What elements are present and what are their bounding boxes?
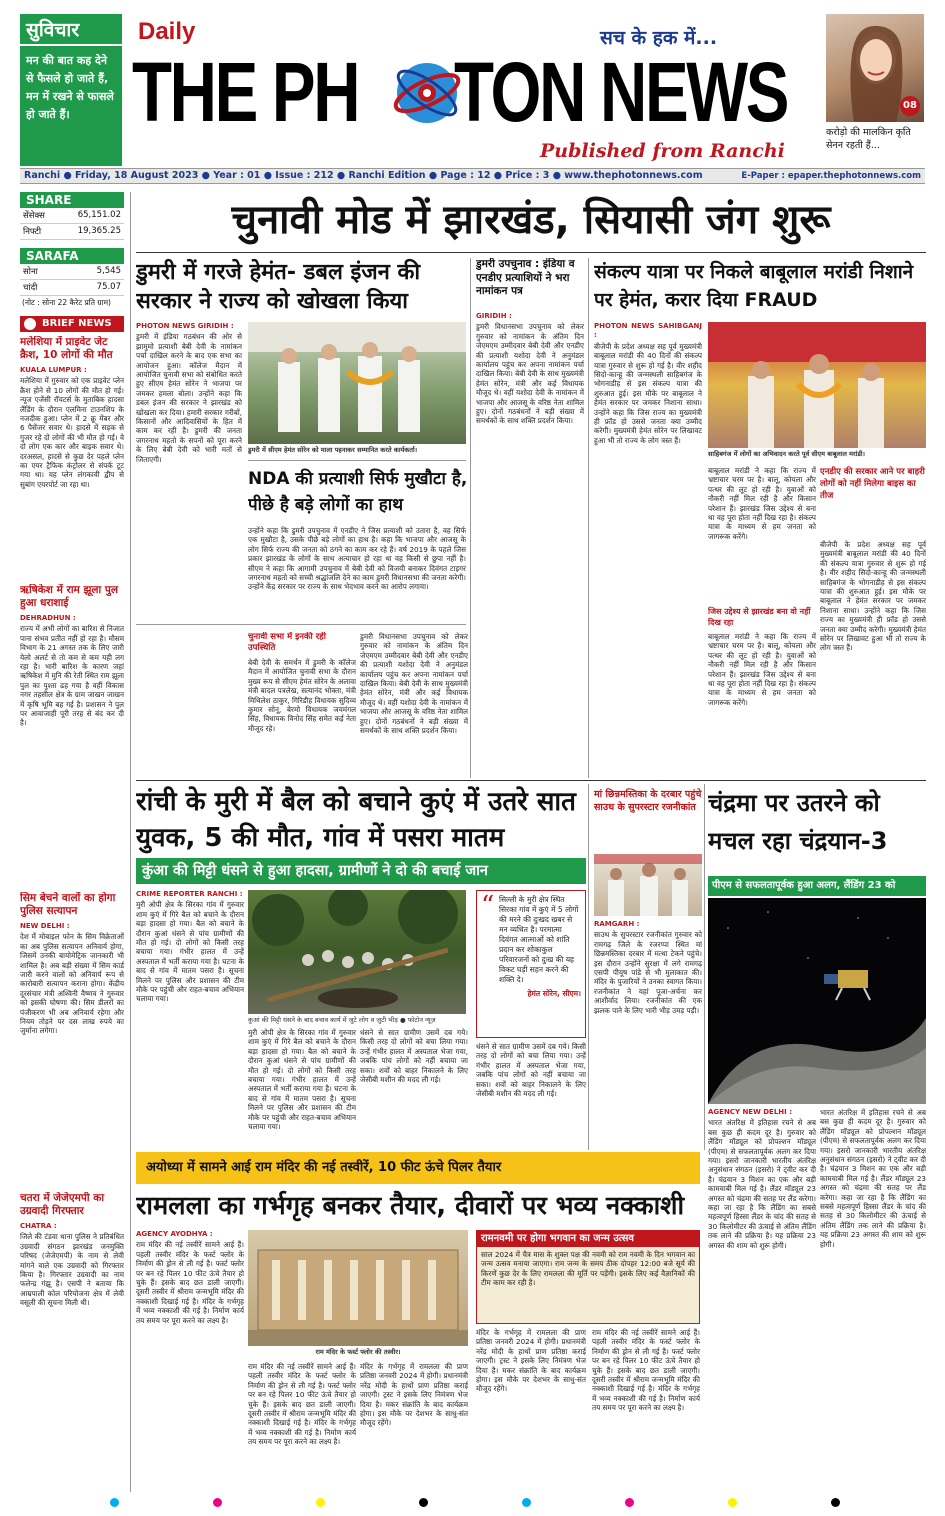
banner-rule	[136, 252, 926, 253]
brief-headline: मलेशिया में प्राइवेट जेट क्रैश, 10 लोगों की मौत	[20, 336, 113, 361]
ayodhya-box-body: साल 2024 में चैत्र मास के शुक्ल पक्ष की नवमी को राम नवमी के दिन भगवान का जन्म उत्सव मनाया जाएगा। राम जन्म के समय ठीक दोपहर 12:00 बजे सूर्य की किरणें कुछ देर के लिए रामलला की मूर्ति पर पड़ेंगी। इसके लिए कई वैज्ञानिकों की टीम काम कर रही है।	[481, 1250, 695, 1288]
story4-body-cont: बाबूलाल मरांडी ने कहा कि राज्य में भ्रष्टाचार चरम पर है। बालू, कोयला और पत्थर की लूट हो रही है। युवाओं को नौकरी नहीं मिल रही है और किसान परेशान हैं। झारखंड जिस उद्देश्य से बना था वह पूरा होता नहीं दिख रहा है। संकल्प यात्रा के माध्यम से हम जनता को जागरूक करेंगे।	[708, 466, 816, 541]
share-title: SHARE	[20, 192, 124, 208]
well-rescue-photo-icon	[248, 890, 466, 1014]
story3-rule	[136, 624, 466, 625]
section-rule	[136, 780, 926, 781]
muri-caption: कुआं की मिट्टी धंसने के बाद बचाव कार्य में जुटे लोग व जुटी भीड़ ● फोटोन न्यूज़	[248, 1016, 436, 1024]
share-row: सेंसेक्स 65,151.02	[20, 208, 124, 224]
sarafa-row: सोना 5,545	[20, 264, 124, 280]
ayodhya-body5: राम मंदिर की नई तस्वीरें सामने आई हैं। पहली तस्वीर मंदिर के फर्स्ट फ्लोर के निर्माण की ड्रोन से ली गई है। फर्स्ट फ्लोर पर बन रहे पिलर 10 फीट ऊंचे तैयार हो चुके हैं। इसके बाद छत डाली जाएगी। दूसरी तस्वीर में श्रीराम जन्मभूमि मंदिर की नक्काशी दिखाई गई है। मंदिर के गर्भगृह में भव्य नक्काशी की गई है। निर्माण कार्य तय समय पर पूरा करने का लक्ष्य है।	[592, 1328, 700, 1413]
chandra-body2: भारत अंतरिक्ष में इतिहास रचने से अब बस कुछ ही कदम दूर है। गुरुवार को लैंडिंग मॉड्यूल को प्रोपल्शन मॉड्यूल (पीएम) से सफलतापूर्वक अलग कर दिया गया। इसरो जानकारी भारतीय अंतरिक्ष अनुसंधान संगठन (इसरो) ने ट्वीट कर दी है। चंद्रयान 3 मिशन का एक और बड़ी कामयाबी मिल गई है। लैंडर मॉड्यूल 23 अगस्त को चंद्रमा की सतह पर लैंड करेगा। कहा जा रहा है कि लैंडिंग का सबसे महत्वपूर्ण हिस्सा लैंडर के चांद की सतह से 30 किलोमीटर की ऊंचाई से अंतिम लैंडिंग तक लाने की प्रक्रिया है। यह प्रक्रिया 23 अगस्त की शाम को शुरू होगी।	[820, 1108, 926, 1249]
chandra-deck	[708, 876, 926, 896]
dateline-text: Ranchi ● Friday, 18 August 2023 ● Year : 01 ● Issue : 212 ● Ranchi Edition ● Page : 12 ● Price : 3 ● www.thephotonnews.com	[24, 170, 703, 181]
ayodhya-headline: रामलला का गर्भगृह बनकर तैयार, दीवारों पर भव्य नक्काशी	[136, 1191, 685, 1221]
promo-page-badge: 08	[900, 96, 920, 116]
col-divider	[704, 784, 705, 1150]
daily-label: Daily	[138, 18, 196, 45]
story2-body: GIRIDIH : डुमरी विधानसभा उपचुनाव को लेकर गुरुवार को नामांकन के अंतिम दिन जेएमएम उम्मीदवार बेबी देवी और एनडीए की प्रत्याशी यशोदा देवी ने अनुमंडल कार्यालय पहुंच कर अपना नामांकन पर्चा दाखिल किया। बेबी देवी के साथ मुख्यमंत्री हेमंत सोरेन, मंत्री और कई विधायक मौजूद थे। वहीं यशोदा देवी के नामांकन में भाजपा और आजसू के वरिष्ठ नेता शामिल हुए। दोनों गठबंधनों ने बड़ी संख्या में समर्थकों के साथ शक्ति प्रदर्शन किया।	[476, 312, 584, 426]
brief-headline: चतरा में जेजेएमपी का उग्रवादी गिरफ्तार	[20, 1192, 105, 1217]
brief-headline: सिम बेचने वालों का होगा पुलिस सत्यापन	[20, 892, 116, 917]
story4-body: PHOTON NEWS SAHIBGANJ : बीजेपी के प्रदेश अध्यक्ष सह पूर्व मुख्यमंत्री बाबूलाल मरांडी की 40 दिनों की संकल्प यात्रा गुरुवार से शुरू हो गई है। वीर शहीद सिदो-कान्हू की जन्मस्थली साहिबगंज के भोगनाडीह से इस संकल्प यात्रा की शुरुआत हुई। इस मौके पर बाबूलाल ने हेमंत सरकार पर जमकर निशाना साधा। उन्होंने कहा कि जिस राज्य का मुख्यमंत्री ही फ्रॉड हो उससे जनता क्या उम्मीद करेगी। मुख्यमंत्री हेमंत सोरेन पर लिखावट हुआ भी तो राज्य के लोग त्रस्त हैं।	[594, 322, 702, 445]
story1-headline: डुमरी में गरजे हेमंत- डबल इंजन की सरकार ने राज्य को खोखला किया	[136, 260, 421, 314]
rajini-photo-icon	[594, 854, 702, 916]
muri-deck-text: कुंआ की मिट्टी धंसने से हुआ हादसा, ग्रामीणों ने दो की बचाई जान	[142, 863, 488, 879]
promo-photo[interactable]	[826, 14, 924, 122]
ayodhya-box	[476, 1230, 700, 1324]
registration-marks	[110, 1496, 840, 1508]
story1-body: PHOTON NEWS GIRIDIH : डुमरी में इंडिया गठबंधन की ओर से झामुमो प्रत्याशी बेबी देवी के नामांकन पर्चा दाखिल करने के बाद एक सभा का आयोजन हुआ। कॉलेज मैदान में आयोजित चुनावी सभा को संबोधित करते हुए सीएम हेमंत सोरेन ने भाजपा पर जमकर हमला बोला। उन्होंने कहा कि डबल इंजन की सरकार ने झारखंड को खोखला कर दिया। हमारी सरकार गरीबों, किसानों और आदिवासियों के हित में काम कर रही है। डुमरी की जनता जगरनाथ महतो के सपनों को पूरा करने के लिए बेबी देवी को भारी मतों से जिताएगी।	[136, 322, 242, 464]
story4-subhead: जिस उद्देश्य से झारखंड बना वो नहीं दिख रहा	[708, 607, 811, 627]
reg-mark-icon	[522, 1498, 531, 1507]
sidebar-briefs	[20, 336, 124, 1486]
reg-mark-icon	[213, 1498, 222, 1507]
reg-mark-icon	[831, 1498, 840, 1507]
quote-mark-icon: “	[481, 891, 495, 921]
brief-body: CHATRA : जिले की टंडवा थाना पुलिस ने प्रतिबंधित उग्रवादी संगठन झारखंड जनमुक्ति परिषद (जेजेएमपी) के नाम से लेवी मांगने वाले एक उग्रवादी को गिरफ्तार किया है। गिरफ्तार उग्रवादी का नाम फलेन्द्र गंझू है। एसपी ने बताया कि आम्रपाली कोल परियोजना क्षेत्र में लेवी वसूली की सूचना मिली थी।	[20, 1222, 124, 1308]
chandra-photo[interactable]	[708, 898, 926, 1104]
rally-photo-icon	[248, 322, 466, 444]
story1-rule	[248, 460, 466, 461]
muri-quote-author: हेमंत सोरेन, सीएम।	[527, 989, 581, 998]
ayodhya-box-head: रामनवमी पर होगा भगवान का जन्म उत्सव	[477, 1231, 699, 1247]
story4-body-cont3: बाबूलाल मरांडी ने कहा कि राज्य में भ्रष्टाचार चरम पर है। बालू, कोयला और पत्थर की लूट हो रही है। युवाओं को नौकरी नहीं मिल रही है और किसान परेशान हैं। झारखंड जिस उद्देश्य से बना था वह पूरा होता नहीं दिख रहा है। संकल्प यात्रा के माध्यम से हम जनता को जागरूक करेंगे।	[708, 632, 816, 707]
epaper-text: E-Paper : epaper.thephotonnews.com	[741, 171, 921, 181]
brief-title: BRIEF NEWS	[42, 318, 112, 329]
title-right: TON NEWS	[454, 45, 788, 139]
col-divider	[588, 258, 589, 778]
col-divider	[470, 258, 471, 778]
quote-box	[20, 14, 122, 166]
story4-body-cont2: बीजेपी के प्रदेश अध्यक्ष सह पूर्व मुख्यमंत्री बाबूलाल मरांडी की 40 दिनों की संकल्प यात्रा गुरुवार से शुरू हो गई है। वीर शहीद सिदो-कान्हू की जन्मस्थली साहिबगंज के भोगनाडीह से इस संकल्प यात्रा की शुरुआत हुई। इस मौके पर बाबूलाल ने हेमंत सरकार पर जमकर निशाना साधा। उन्होंने कहा कि जिस राज्य का मुख्यमंत्री ही फ्रॉड हो उससे जनता क्या उम्मीद करेगी। मुख्यमंत्री हेमंत सोरेन पर लिखावट हुआ भी तो राज्य के लोग त्रस्त हैं।	[820, 540, 926, 653]
ayodhya-caption: राम मंदिर के फर्स्ट फ्लोर की तस्वीर।	[315, 1348, 401, 1356]
sarafa-title: SARAFA	[20, 248, 124, 264]
story4-headline: संकल्प यात्रा पर निकले बाबूलाल मरांडी निशाने पर हेमंत, करार दिया FRAUD	[594, 261, 914, 311]
rajini-photo[interactable]	[594, 854, 702, 916]
story2-headline: डुमरी उपचुनाव : इंडिया व एनडीए प्रत्याशियों ने भरा नामांकन पत्र	[476, 258, 575, 297]
share-row: निफ्टी 19,365.25	[20, 224, 124, 240]
reg-mark-icon	[625, 1498, 634, 1507]
quote-text: मन की बात कह देने से फैसले हो जाते हैं, मन में रखने से फासले हो जाते हैं।	[26, 54, 114, 121]
chandra-deck-text: पीएम से सफलतापूर्वक हुआ अलग, लैंडिंग 23 को	[712, 880, 896, 891]
ayodhya-body: AGENCY AYODHYA : राम मंदिर की नई तस्वीरें सामने आई हैं। पहली तस्वीर मंदिर के फर्स्ट फ्लोर के निर्माण की ड्रोन से ली गई है। फर्स्ट फ्लोर पर बन रहे पिलर 10 फीट ऊंचे तैयार हो चुके हैं। इसके बाद छत डाली जाएगी। दूसरी तस्वीर में श्रीराम जन्मभूमि मंदिर की नक्काशी दिखाई गई है। मंदिर के गर्भगृह में भव्य नक्काशी की गई है। निर्माण कार्य तय समय पर पूरा करने का लक्ष्य है।	[136, 1230, 244, 1325]
reg-mark-icon	[110, 1498, 119, 1507]
muri-quote-text: सिल्ली के मुरी क्षेत्र स्थित सिरका गांव में कुएं में 5 लोगों की मरने की दुःखद खबर से मन व्यथित है। परमात्मा दिवंगत आत्माओं को शांति प्रदान कर शोकाकुल परिवारजनों को दुःख की यह विकट घड़ी सहन करने की शक्ति दे।	[499, 895, 579, 984]
brief-body: NEW DELHI : देश में मोबाइल फोन के सिम विक्रेताओं का अब पुलिस सत्यापन अनिवार्य होगा, जिसमें उनकी बायोमेट्रिक जानकारी भी शामिल है। अब बड़ी संख्या में सिम कार्ड जारी करने वालों को अनिवार्य रूप से कारोबारी सत्यापन कराना होगा। केंद्रीय दूरसंचार मंत्री अश्विनी वैष्णव ने गुरुवार को इसकी घोषणा की। सिम डीलरों का पंजीकरण भी अब अनिवार्य रहेगा और नियम तोड़ने पर दस लाख रुपये का जुर्माना लगेगा।	[20, 922, 124, 1036]
muri-body2: मुरी ओपी क्षेत्र के सिरका गांव में गुरुवार शाम कुएं में गिरे बैल को बचाने के दौरान बड़ा हादसा हो गया। बैल को बचाने के दौरान कुआं धंसने से पांच ग्रामीणों की मौत हो गई। दो लोगों को किसी तरह बचाया गया। गंभीर हालत में उन्हें अस्पताल में भर्ती कराया गया है। घटना के बाद से गांव में मातम पसरा है। सूचना मिलने पर पुलिस और प्रशासन की टीम मौके पर पहुंची और राहत-बचाव अभियान चलाया गया।	[248, 1028, 356, 1132]
globe-logo-icon	[390, 56, 464, 130]
ayodhya-kicker-text: अयोध्या में सामने आई राम मंदिर की नई तस्वीरें, 10 फीट ऊंचे पिलर तैयार	[146, 1160, 502, 1175]
yatra-photo-icon	[708, 322, 926, 448]
ayodhya-photo[interactable]	[248, 1230, 468, 1346]
brief-body: DEHRADHUN : राज्य में अभी लोगों का बारिश से निजात पाना संभव प्रतीत नहीं हो रहा है। मौसम विभाग के 21 अगस्त तक के लिए जारी येलो अलर्ट से तो कम से कम यही लग रहा है। भारी बारिश के कारण जहां ऋषिकेश में मुनि की रेती स्थित राम झूला पुल का पुश्ता ढह गया है वहीं विकास नगर तहसील क्षेत्र के ग्राम जाखन जाखन में कृषि भूमि बह गई है। प्रशासन ने पुल पर आवाजाही पूरी तरह से बंद कर दी है।	[20, 614, 124, 728]
rajini-headline: मां छिन्नमस्तिका के दरबार पहुंचे साउथ के सुपरस्टार रजनीकांत	[594, 789, 702, 813]
share-box	[20, 192, 124, 310]
brief-news-header	[20, 316, 124, 332]
story4-photo[interactable]	[708, 322, 926, 448]
title-left: THE PH	[132, 45, 359, 139]
story1-photo[interactable]	[248, 322, 466, 444]
published-from: Published from Ranchi	[540, 140, 785, 162]
sarafa-row: चांदी 75.07	[20, 280, 124, 296]
chandra-headline: चंद्रमा पर उतरने को मचल रहा चंद्रयान-3	[708, 789, 888, 855]
temple-construction-icon	[248, 1230, 468, 1346]
muri-body3: धंसने से सात ग्रामीण उसमें दब गये। किसी तरह दो लोगों को बचा लिया गया। उन्हें गंभीर हालत में अस्पताल भेजा गया, जबकि पांच लोगों को नहीं बचाया जा सका। शवों को बाहर निकालने के लिए जेसीबी मशीन की मदद ली गई।	[360, 1028, 468, 1085]
rajini-body: RAMGARH : साउथ के सुपरस्टार रजनीकांत गुरुवार को रामगढ़ जिले के रजरप्पा स्थित मां छिन्नमस्तिका दरबार में मत्था टेकने पहुंचे। इस दौरान उन्होंने सुरक्षा में लगे रामगढ़ एसपी पीयूष पांडे से भी मुलाकात की। मंदिर के पुजारियों ने उनका स्वागत किया। रजनीकांत ने यहां पूजा-अर्चना कर आशीर्वाद लिया। रजनीकांत की एक झलक पाने के लिए भारी भीड़ उमड़ पड़ी।	[594, 920, 702, 1015]
sidebar-divider	[130, 192, 131, 1492]
ayodhya-kicker	[136, 1152, 700, 1184]
dateline-bar	[20, 168, 925, 184]
col-divider	[588, 784, 589, 1150]
brief-icon	[24, 318, 36, 330]
promo-caption: करोड़ो की मालकिन कृति सेनन रहती हैं...	[826, 127, 911, 151]
story1-caption: डुमरी में सीएम हेमंत सोरेन को माला पहनाकर सम्मानित करते कार्यकर्ता।	[248, 446, 418, 454]
moon-lander-icon	[708, 898, 926, 1104]
story3-body3: डुमरी विधानसभा उपचुनाव को लेकर गुरुवार को नामांकन के अंतिम दिन जेएमएम उम्मीदवार बेबी देवी और एनडीए की प्रत्याशी यशोदा देवी ने अनुमंडल कार्यालय पहुंच कर अपना नामांकन पर्चा दाखिल किया। बेबी देवी के साथ मुख्यमंत्री हेमंत सोरेन, मंत्री और कई विधायक मौजूद थे। वहीं यशोदा देवी के नामांकन में भाजपा और आजसू के वरिष्ठ नेता शामिल हुए। दोनों गठबंधनों ने बड़ी संख्या में समर्थकों के साथ शक्ति प्रदर्शन किया।	[360, 632, 468, 736]
muri-deck	[136, 858, 586, 884]
brief-body: KUALA LUMPUR : मलेशिया में गुरुवार को एक प्राइवेट प्लेन क्रैश होने से 10 लोगों की मौत हो गई। न्यूज एजेंसी रॉयटर्स के मुताबिक हादसा लैंडिंग के दौरान एलमिना टाउनशिप के नजदीक हुआ। प्लेन में 2 क्रू मेंबर और 6 पैसेंजर सवार थे। हादसे में सड़क से गुजर रहे दो लोगों की भी मौत हो गई। वे दो लोग एक कार और बाइक सवार थे। दरअसल, हादसे से कुछ देर पहले प्लेन का एयर ट्रैफिक कंट्रोलर से संपर्क टूट गया था। यह प्लेन लंगकावी द्वीप से सुबांग एयरपोर्ट जा रहा था।	[20, 366, 124, 489]
tagline: सच के हक में...	[600, 27, 718, 49]
muri-quote-box	[476, 890, 586, 1038]
brief-headline: ऋषिकेश में राम झूला पुल हुआ धराशाई	[20, 584, 119, 609]
reg-mark-icon	[728, 1498, 737, 1507]
story3-body2: बेबी देवी के समर्थन में डुमरी के कॉलेज मैदान में आयोजित चुनावी सभा के दौरान मुख्य रूप से सीएम हेमंत सोरेन के अलावा मंत्री बादल पत्रलेख, सत्यानंद भोक्ता, मंत्री मिथिलेश ठाकुर, गिरिडीह विधायक सुदिव्य कुमार सोनू, बेरमो विधायक जयमंगल सिंह, विधायक विनोद सिंह समेत कई नेता मौजूद रहे।	[248, 658, 356, 733]
sarafa-note: (नोट : सोना 22 कैरेट प्रति ग्राम)	[22, 298, 111, 307]
quote-title: सुविचार	[20, 14, 122, 46]
ayodhya-body3: मंदिर के गर्भगृह में रामलला की प्राण प्रतिष्ठा जनवरी 2024 में होगी। प्रधानमंत्री नरेंद्र मोदी के हाथों प्राण प्रतिष्ठा कराई जाएगी। ट्रस्ट ने इसके लिए निमंत्रण भेज दिया है। मकर संक्रांति के बाद कार्यक्रम होगा। इस मौके पर देशभर के साधु-संत मौजूद रहेंगे।	[360, 1362, 468, 1428]
newspaper-title	[132, 44, 812, 140]
story3-headline: NDA की प्रत्याशी सिर्फ मुखौटा है, पीछे है बड़े लोगों का हाथ	[248, 469, 468, 515]
reg-mark-icon	[419, 1498, 428, 1507]
story4-caption: साहिबगंज में लोगों का अभिवादन करते पूर्व सीएम बाबूलाल मरांडी।	[708, 450, 866, 458]
story3-body: उन्होंने कहा कि डुमरी उपचुनाव में एनडीए ने जिस प्रत्याशी को उतारा है, वह सिर्फ एक मुखौटा है, उसके पीछे बड़े लोगों का हाथ है। कहा कि भाजपा और आजसू के लोग सिर्फ राज्य की जनता को ठगने का काम कर रहे हैं। वर्ष 2019 के पहले जिस प्रकार झारखंड के लोगों के साथ अत्याचार हो रहा था वह किसी से छुपा नहीं है। सीएम ने कहा कि आगामी उपचुनाव में बेबी देवी को विजयी बनाकर दिवंगत टाइगर जगरनाथ महतो को सच्ची श्रद्धांजलि देने का काम डुमरी विधानसभा की जनता करेगी। उन्होंने केंद्र सरकार पर राज्य के साथ भेदभाव करने का आरोप लगाया।	[248, 526, 466, 592]
muri-body4: धंसने से सात ग्रामीण उसमें दब गये। किसी तरह दो लोगों को बचा लिया गया। उन्हें गंभीर हालत में अस्पताल भेजा गया, जबकि पांच लोगों को नहीं बचाया जा सका। शवों को बाहर निकालने के लिए जेसीबी मशीन की मदद ली गई।	[476, 1042, 586, 1099]
muri-body: CRIME REPORTER RANCHI : मुरी ओपी क्षेत्र के सिरका गांव में गुरुवार शाम कुएं में गिरे बैल को बचाने के दौरान बड़ा हादसा हो गया। बैल को बचाने के दौरान कुआं धंसने से पांच ग्रामीणों की मौत हो गई। दो लोगों को किसी तरह बचाया गया। गंभीर हालत में उन्हें अस्पताल में भर्ती कराया गया है। घटना के बाद से गांव में मातम पसरा है। सूचना मिलने पर पुलिस और प्रशासन की टीम मौके पर पहुंची और राहत-बचाव अभियान चलाया गया।	[136, 890, 244, 1004]
muri-photo[interactable]	[248, 890, 466, 1014]
story4-pullquote: एनडीए की सरकार आने पर बाहरी लोगों को नहीं मिलेगा बाइस का तीज	[820, 467, 925, 501]
reg-mark-icon	[316, 1498, 325, 1507]
chandra-body: AGENCY NEW DELHI : भारत अंतरिक्ष में इतिहास रचने से अब बस कुछ ही कदम दूर है। गुरुवार को लैंडिंग मॉड्यूल को प्रोपल्शन मॉड्यूल (पीएम) से सफलतापूर्वक अलग कर दिया गया। इसरो जानकारी भारतीय अंतरिक्ष अनुसंधान संगठन (इसरो) ने ट्वीट कर दी है। चंद्रयान 3 मिशन का एक और बड़ी कामयाबी मिल गई है। लैंडर मॉड्यूल 23 अगस्त को चंद्रमा की सतह पर लैंड करेगा। कहा जा रहा है कि लैंडिंग का सबसे महत्वपूर्ण हिस्सा लैंडर के चांद की सतह से 30 किलोमीटर की ऊंचाई से अंतिम लैंडिंग तक लाने की प्रक्रिया है। यह प्रक्रिया 23 अगस्त की शाम को शुरू होगी।	[708, 1108, 816, 1250]
lead-banner: चुनावी मोड में झारखंड, सियासी जंग शुरू	[231, 197, 831, 243]
ayodhya-body4: मंदिर के गर्भगृह में रामलला की प्राण प्रतिष्ठा जनवरी 2024 में होगी। प्रधानमंत्री नरेंद्र मोदी के हाथों प्राण प्रतिष्ठा कराई जाएगी। ट्रस्ट ने इसके लिए निमंत्रण भेज दिया है। मकर संक्रांति के बाद कार्यक्रम होगा। इस मौके पर देशभर के साधु-संत मौजूद रहेंगे।	[476, 1328, 586, 1394]
story3-subhead: चुनावी सभा में इनकी रही उपस्थिति	[248, 632, 326, 653]
muri-headline: रांची के मुरी में बैल को बचाने कुएं में उतरे सात युवक, 5 की मौत, गांव में पसरा मातम	[136, 787, 576, 853]
ayodhya-body2: राम मंदिर की नई तस्वीरें सामने आई हैं। पहली तस्वीर मंदिर के फर्स्ट फ्लोर के निर्माण की ड्रोन से ली गई है। फर्स्ट फ्लोर पर बन रहे पिलर 10 फीट ऊंचे तैयार हो चुके हैं। इसके बाद छत डाली जाएगी। दूसरी तस्वीर में श्रीराम जन्मभूमि मंदिर की नक्काशी दिखाई गई है। मंदिर के गर्भगृह में भव्य नक्काशी की गई है। निर्माण कार्य तय समय पर पूरा करने का लक्ष्य है।	[248, 1362, 356, 1447]
